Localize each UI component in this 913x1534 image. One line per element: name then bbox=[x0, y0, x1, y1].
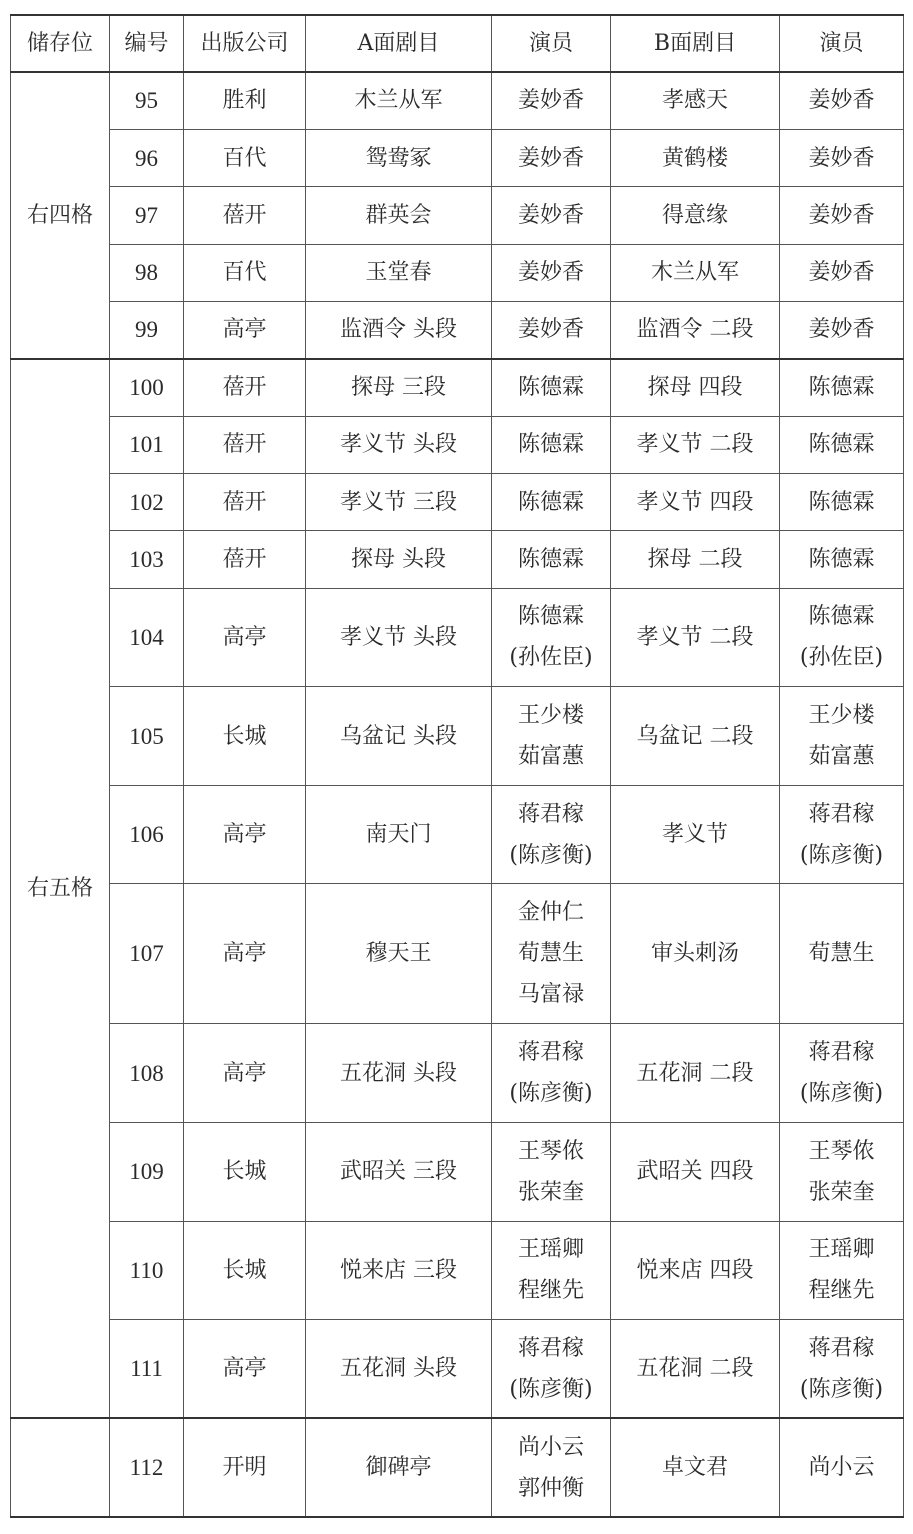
performer-name: 姜妙香 bbox=[808, 145, 875, 171]
header-b-title: B面剧目 bbox=[611, 15, 780, 72]
b-cast-cell bbox=[780, 72, 904, 129]
record-number: 102 bbox=[110, 473, 184, 530]
performer-name: 陈德霖 bbox=[808, 375, 875, 401]
performer-name: 张荣奎 bbox=[808, 1179, 875, 1205]
performer-name: 陈德霖 bbox=[808, 546, 875, 572]
company-cell: 长城 bbox=[184, 1122, 306, 1221]
performer-name: 荀慧生 bbox=[517, 941, 584, 967]
record-number: 103 bbox=[110, 531, 184, 588]
company-cell: 开明 bbox=[184, 1418, 306, 1517]
company-cell: 高亭 bbox=[184, 1320, 306, 1419]
company-cell: 高亭 bbox=[184, 1024, 306, 1123]
performer-name: (陈彦衡) bbox=[799, 1376, 884, 1402]
table-row bbox=[11, 588, 904, 687]
table-row bbox=[11, 244, 904, 301]
a-cast-cell bbox=[492, 244, 611, 301]
performer-name: 张荣奎 bbox=[517, 1179, 584, 1205]
a-title-cell: 御碑亭 bbox=[306, 1418, 492, 1517]
table-row bbox=[11, 1418, 904, 1517]
a-cast-cell bbox=[492, 129, 611, 186]
b-cast-cell bbox=[780, 187, 904, 244]
a-title-cell: 悦来店 三段 bbox=[306, 1221, 492, 1320]
b-title-cell: 武昭关 四段 bbox=[611, 1122, 780, 1221]
performer-name: 金仲仁 bbox=[517, 900, 584, 926]
b-cast-cell bbox=[780, 588, 904, 687]
a-title-cell: 监酒令 头段 bbox=[306, 301, 492, 358]
performer-name: 王少楼 bbox=[808, 703, 875, 728]
a-cast-cell bbox=[492, 588, 611, 687]
b-title-cell: 探母 二段 bbox=[611, 531, 780, 588]
record-number: 95 bbox=[110, 72, 184, 129]
a-title-cell: 五花洞 头段 bbox=[306, 1320, 492, 1419]
record-number: 108 bbox=[110, 1024, 184, 1123]
performer-name: 王琴侬 bbox=[517, 1138, 584, 1164]
company-cell: 高亭 bbox=[184, 301, 306, 358]
performer-name: 程继先 bbox=[808, 1278, 875, 1304]
record-number: 101 bbox=[110, 416, 184, 473]
performer-name: 荀慧生 bbox=[808, 941, 875, 967]
location-cell: 右五格 bbox=[11, 359, 110, 1419]
company-cell: 高亭 bbox=[184, 884, 306, 1024]
b-cast-cell bbox=[780, 359, 904, 416]
record-number: 112 bbox=[110, 1418, 184, 1517]
a-title-cell: 群英会 bbox=[306, 187, 492, 244]
record-number: 110 bbox=[110, 1221, 184, 1320]
performer-name: 郭仲衡 bbox=[517, 1475, 584, 1501]
performer-name: 陈德霖 bbox=[517, 489, 584, 515]
a-title-cell: 孝义节 头段 bbox=[306, 588, 492, 687]
record-number: 100 bbox=[110, 359, 184, 416]
a-title-cell: 乌盆记 头段 bbox=[306, 687, 492, 786]
record-number: 109 bbox=[110, 1122, 184, 1221]
performer-name: 蒋君稼 bbox=[808, 1335, 875, 1361]
table-row bbox=[11, 359, 904, 416]
company-cell: 高亭 bbox=[184, 588, 306, 687]
b-title-cell: 木兰从军 bbox=[611, 244, 780, 301]
b-cast-cell bbox=[780, 884, 904, 1024]
performer-name: 马富禄 bbox=[517, 982, 584, 1008]
b-title-cell: 黄鹤楼 bbox=[611, 129, 780, 186]
record-number: 96 bbox=[110, 129, 184, 186]
performer-name: 王少楼 bbox=[517, 703, 584, 728]
b-title-cell: 五花洞 二段 bbox=[611, 1320, 780, 1419]
performer-name: 陈德霖 bbox=[517, 432, 584, 458]
performer-name: 姜妙香 bbox=[517, 317, 584, 343]
performer-name: 茹富蕙 bbox=[808, 744, 875, 769]
header-b-cast: 演员 bbox=[780, 15, 904, 72]
b-cast-cell bbox=[780, 1418, 904, 1517]
table-body bbox=[11, 72, 904, 1517]
location-cell-empty bbox=[11, 1418, 110, 1517]
performer-name: 姜妙香 bbox=[808, 260, 875, 286]
b-title-cell: 孝义节 二段 bbox=[611, 416, 780, 473]
performer-name: 姜妙香 bbox=[808, 88, 875, 114]
performer-name: 陈德霖 bbox=[517, 375, 584, 401]
b-cast-cell bbox=[780, 1122, 904, 1221]
header-number: 编号 bbox=[110, 15, 184, 72]
table-row bbox=[11, 187, 904, 244]
a-title-cell: 玉堂春 bbox=[306, 244, 492, 301]
table-row bbox=[11, 1320, 904, 1419]
performer-name: (陈彦衡) bbox=[799, 1081, 884, 1107]
record-number: 111 bbox=[110, 1320, 184, 1419]
header-location: 储存位 bbox=[11, 15, 110, 72]
b-title-cell: 孝义节 四段 bbox=[611, 473, 780, 530]
b-title-cell: 悦来店 四段 bbox=[611, 1221, 780, 1320]
performer-name: (陈彦衡) bbox=[799, 842, 884, 868]
b-cast-cell bbox=[780, 531, 904, 588]
a-cast-cell bbox=[492, 416, 611, 473]
performer-name: 蒋君稼 bbox=[808, 801, 875, 827]
header-a-cast: 演员 bbox=[492, 15, 611, 72]
performer-name: 姜妙香 bbox=[808, 317, 875, 343]
a-cast-cell bbox=[492, 473, 611, 530]
records-table bbox=[10, 14, 904, 1518]
a-cast-cell bbox=[492, 359, 611, 416]
b-title-cell: 五花洞 二段 bbox=[611, 1024, 780, 1123]
a-title-cell: 孝义节 头段 bbox=[306, 416, 492, 473]
location-cell: 右四格 bbox=[11, 72, 110, 359]
performer-name: 程继先 bbox=[517, 1278, 584, 1304]
b-cast-cell bbox=[780, 244, 904, 301]
b-cast-cell bbox=[780, 785, 904, 884]
company-cell: 高亭 bbox=[184, 785, 306, 884]
header-company: 出版公司 bbox=[184, 15, 306, 72]
b-title-cell: 得意缘 bbox=[611, 187, 780, 244]
company-cell: 蓓开 bbox=[184, 187, 306, 244]
table-row bbox=[11, 687, 904, 786]
a-title-cell: 穆天王 bbox=[306, 884, 492, 1024]
a-cast-cell bbox=[492, 72, 611, 129]
b-title-cell: 卓文君 bbox=[611, 1418, 780, 1517]
record-number: 106 bbox=[110, 785, 184, 884]
performer-name: 姜妙香 bbox=[517, 145, 584, 171]
a-cast-cell bbox=[492, 687, 611, 786]
table-row bbox=[11, 531, 904, 588]
a-title-cell: 探母 头段 bbox=[306, 531, 492, 588]
record-number: 105 bbox=[110, 687, 184, 786]
a-title-cell: 木兰从军 bbox=[306, 72, 492, 129]
table-row bbox=[11, 301, 904, 358]
performer-name: (孙佐臣) bbox=[509, 645, 593, 671]
b-title-cell: 探母 四段 bbox=[611, 359, 780, 416]
performer-name: 姜妙香 bbox=[808, 202, 875, 228]
a-title-cell: 探母 三段 bbox=[306, 359, 492, 416]
a-title-cell: 鸳鸯冢 bbox=[306, 129, 492, 186]
performer-name: 蒋君稼 bbox=[517, 1335, 584, 1361]
a-title-cell: 武昭关 三段 bbox=[306, 1122, 492, 1221]
table-row bbox=[11, 416, 904, 473]
a-cast-cell bbox=[492, 1221, 611, 1320]
record-number: 98 bbox=[110, 244, 184, 301]
b-title-cell: 孝义节 bbox=[611, 785, 780, 884]
performer-name: 陈德霖 bbox=[808, 432, 875, 458]
a-cast-cell bbox=[492, 1122, 611, 1221]
b-title-cell: 孝义节 二段 bbox=[611, 588, 780, 687]
performer-name: 尚小云 bbox=[517, 1434, 584, 1460]
performer-name: 蒋君稼 bbox=[808, 1040, 875, 1066]
b-title-cell: 孝感天 bbox=[611, 72, 780, 129]
table-row bbox=[11, 1122, 904, 1221]
b-cast-cell bbox=[780, 473, 904, 530]
a-cast-cell bbox=[492, 301, 611, 358]
b-title-cell: 监酒令 二段 bbox=[611, 301, 780, 358]
table-row bbox=[11, 785, 904, 884]
performer-name: 尚小云 bbox=[808, 1455, 875, 1481]
record-number: 107 bbox=[110, 884, 184, 1024]
company-cell: 胜利 bbox=[184, 72, 306, 129]
performer-name: 姜妙香 bbox=[517, 88, 584, 114]
b-cast-cell bbox=[780, 1221, 904, 1320]
performer-name: 王瑶卿 bbox=[808, 1237, 875, 1263]
header-row bbox=[11, 15, 904, 72]
b-title-cell: 乌盆记 二段 bbox=[611, 687, 780, 786]
a-cast-cell bbox=[492, 884, 611, 1024]
b-cast-cell bbox=[780, 301, 904, 358]
company-cell: 蓓开 bbox=[184, 531, 306, 588]
company-cell: 百代 bbox=[184, 129, 306, 186]
a-cast-cell bbox=[492, 187, 611, 244]
performer-name: 蒋君稼 bbox=[517, 801, 584, 827]
b-cast-cell bbox=[780, 1024, 904, 1123]
table-row bbox=[11, 884, 904, 1024]
performer-name: 姜妙香 bbox=[517, 202, 584, 228]
table-row bbox=[11, 1221, 904, 1320]
performer-name: 姜妙香 bbox=[517, 260, 584, 286]
company-cell: 百代 bbox=[184, 244, 306, 301]
performer-name: (陈彦衡) bbox=[509, 842, 593, 868]
company-cell: 长城 bbox=[184, 1221, 306, 1320]
b-cast-cell bbox=[780, 687, 904, 786]
performer-name: 陈德霖 bbox=[808, 604, 875, 630]
table-row bbox=[11, 473, 904, 530]
record-number: 97 bbox=[110, 187, 184, 244]
b-cast-cell bbox=[780, 1320, 904, 1419]
a-title-cell: 孝义节 三段 bbox=[306, 473, 492, 530]
performer-name: 陈德霖 bbox=[808, 489, 875, 515]
performer-name: 茹富蕙 bbox=[517, 744, 584, 769]
company-cell: 蓓开 bbox=[184, 473, 306, 530]
performer-name: 陈德霖 bbox=[517, 604, 584, 630]
b-cast-cell bbox=[780, 416, 904, 473]
company-cell: 蓓开 bbox=[184, 359, 306, 416]
a-title-cell: 南天门 bbox=[306, 785, 492, 884]
performer-name: 陈德霖 bbox=[517, 546, 584, 572]
table-row bbox=[11, 129, 904, 186]
a-title-cell: 五花洞 头段 bbox=[306, 1024, 492, 1123]
a-cast-cell bbox=[492, 1024, 611, 1123]
performer-name: 王琴侬 bbox=[808, 1138, 875, 1164]
b-title-cell: 审头刺汤 bbox=[611, 884, 780, 1024]
table-row bbox=[11, 1024, 904, 1123]
performer-name: 王瑶卿 bbox=[517, 1237, 584, 1263]
a-cast-cell bbox=[492, 531, 611, 588]
performer-name: (陈彦衡) bbox=[509, 1081, 593, 1107]
a-cast-cell bbox=[492, 785, 611, 884]
company-cell: 长城 bbox=[184, 687, 306, 786]
a-cast-cell bbox=[492, 1418, 611, 1517]
a-cast-cell bbox=[492, 1320, 611, 1419]
performer-name: 蒋君稼 bbox=[517, 1040, 584, 1066]
header-a-title: A面剧目 bbox=[306, 15, 492, 72]
table-row bbox=[11, 72, 904, 129]
record-number: 104 bbox=[110, 588, 184, 687]
performer-name: (陈彦衡) bbox=[509, 1376, 593, 1402]
b-cast-cell bbox=[780, 129, 904, 186]
performer-name: (孙佐臣) bbox=[799, 645, 884, 671]
record-number: 99 bbox=[110, 301, 184, 358]
company-cell: 蓓开 bbox=[184, 416, 306, 473]
